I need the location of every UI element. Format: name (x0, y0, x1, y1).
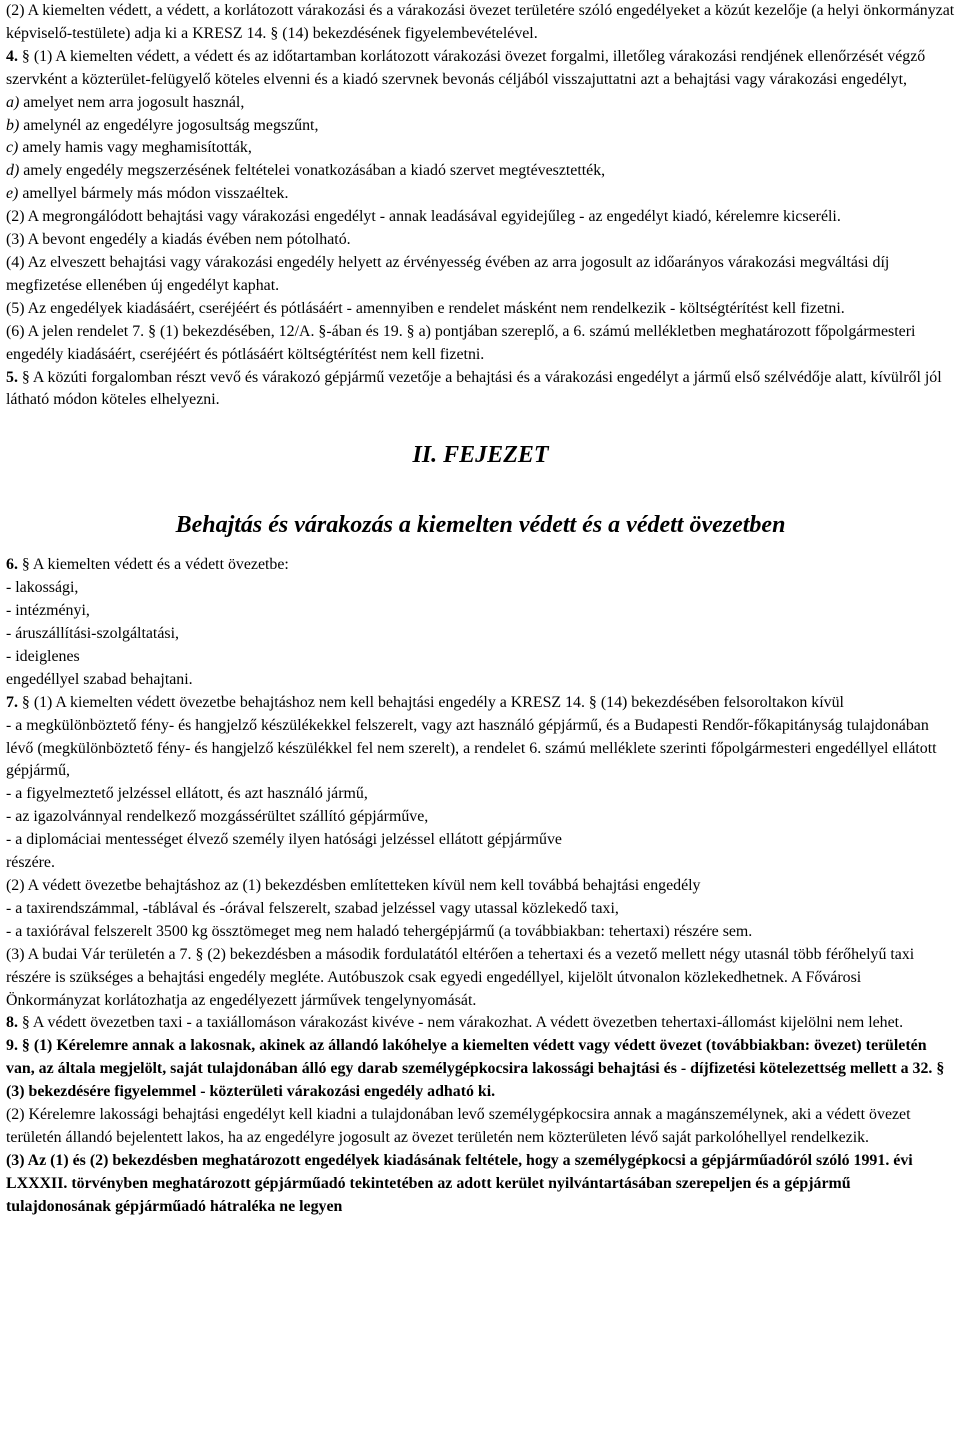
chapter-title: II. FEJEZET (412, 442, 549, 469)
paragraph (6, 321, 955, 367)
paragraph (6, 0, 955, 46)
paragraph (6, 623, 955, 646)
item-letter: e) (6, 185, 19, 203)
paragraph (6, 298, 955, 321)
section-number: 6. (6, 556, 18, 574)
paragraph (6, 829, 955, 852)
chapter-subtitle: Behajtás és várakozás a kiemelten védett és a védett övezetben (175, 512, 786, 539)
paragraph-text: § (1) Kérelemre annak a lakosnak, akinek az állandó lakóhelye a kiemelten védett vagy védett övezet (továbbiakban: övezet) területén van, az általa megjelölt, saját tulajdonában álló egy darab személygépkocsira lakossági behajtási és - díjfizetési kötelezettség mellett a 32. § (3) bekezdésére figyelemmel - közterületi várakozási engedély adható ki. (6, 1037, 945, 1101)
paragraph (6, 577, 955, 600)
paragraph-text: (2) A megrongálódott behajtási vagy várakozási engedélyt - annak leadásával egyidejűleg - az engedélyt kiadó, kérelemre kicseréli. (6, 208, 841, 226)
paragraph-text: (2) Kérelemre lakossági behajtási engedélyt kell kiadni a tulajdonában levő személygépkocsira annak a magánszemélynek, aki a védett övezet területén állandó bejelentett lakos, ha az engedélyre jogosult az övezet területén nem közterületen lévő saját parkolóhellyel rendelkezik. (6, 1106, 911, 1146)
paragraph (6, 875, 955, 898)
section-number: 7. (6, 693, 18, 711)
paragraph-text: - az igazolvánnyal rendelkező mozgássérültet szállító gépjárműve, (6, 808, 429, 826)
paragraph (6, 715, 955, 784)
paragraph-text: részére. (6, 854, 55, 872)
paragraph-text: - a taxiórával felszerelt 3500 kg össztömeget meg nem haladó tehergépjármű (a továbbiakban: tehertaxi) részére sem. (6, 922, 753, 940)
paragraph-text: - a megkülönböztető fény- és hangjelző készülékekkel felszerelt, vagy azt használó gépjármű, és a Budapesti Rendőr-főkapitányság tulajdonában lévő (megkülönböztető fény- és hangjelző készülékkel fel nem szerelt), a rendelet 6. számú melléklete szerinti főpolgármesteri engedéllyel ellátott gépjármű, (6, 716, 937, 780)
paragraph-text: engedéllyel szabad behajtani. (6, 670, 193, 688)
item-letter: b) (6, 116, 20, 134)
paragraph (6, 1104, 955, 1150)
paragraph-text: (2) A védett övezetbe behajtáshoz az (1) bekezdésben említetteken kívül nem kell továbbá behajtási engedély (6, 877, 701, 894)
paragraph-text: (4) Az elveszett behajtási vagy várakozási engedély helyett az érvényesség évében az arra jogosult az időarányos várakozási megváltási díj megfizetése ellenében új engedélyt kaphat. (6, 253, 890, 294)
paragraph-text: § (1) A kiemelten védett övezetbe behajtáshoz nem kell behajtási engedély a KRESZ 14. § (14) bekezdésében felsoroltakon kívül (17, 693, 844, 711)
paragraph (6, 367, 955, 413)
paragraph-text: - áruszállítási-szolgáltatási, (6, 625, 179, 643)
paragraph-text: § A közúti forgalomban részt vevő és várakozó gépjármű vezetője a behajtási és a várakozási engedélyt a jármű első szélvédője alatt, kívülről jól látható módon köteles elhelyezni. (6, 368, 942, 409)
paragraph-text: amelyet nem arra jogosult használ, (19, 93, 245, 111)
paragraph-text: § A kiemelten védett és a védett övezetbe: (17, 556, 289, 574)
section-number: 5. (6, 368, 18, 386)
paragraph-text: (3) Az (1) és (2) bekezdésben meghatározott engedélyek kiadásának feltétele, hogy a személygépkocsi a gépjárműadóról szóló 1991. évi LXXXII. törvényben meghatározott gépjárműadó tekintetében az adott kerület nyilvántartásában szerepeljen és a gépjármű tulajdonosának gépjárműadó hátraléka ne legyen (6, 1151, 913, 1215)
paragraph (6, 229, 955, 252)
paragraph (6, 898, 955, 921)
paragraph (6, 783, 955, 806)
paragraph (6, 160, 955, 183)
paragraph (6, 46, 955, 92)
paragraph (6, 852, 955, 875)
section-number: 4. (6, 47, 18, 65)
paragraph-text: (2) A kiemelten védett, a védett, a korlátozott várakozási és a várakozási övezet területére szóló engedélyeket a közút kezelője (a helyi önkormányzat képviselő-testülete) adja ki a KRESZ 14. § (14) bekezdésének figyelembevételével. (6, 2, 955, 42)
paragraph (6, 92, 955, 115)
paragraph-text: § A védett övezetben taxi - a taxiállomáson várakozást kivéve - nem várakozhat. A védett övezetben tehertaxi-állomást kijelölni nem lehet. (17, 1014, 904, 1032)
section-number: 9. (6, 1037, 18, 1055)
paragraph-text: (5) Az engedélyek kiadásáért, cseréjéért és pótlásáért - amennyiben e rendelet másként nem rendelkezik - költségtérítést kell fizetni. (6, 299, 845, 317)
section-bottom (6, 554, 955, 1218)
paragraph-text: - lakossági, (6, 579, 79, 597)
paragraph (6, 1035, 955, 1104)
paragraph-text: - ideiglenes (6, 647, 80, 665)
paragraph-text: (3) A bevont engedély a kiadás évében nem pótolható. (6, 231, 351, 249)
item-letter: c) (6, 139, 19, 157)
paragraph-text: - a taxirendszámmal, -táblával és -órával felszerelt, szabad jelzéssel vagy utassal közlekedő taxi, (6, 899, 619, 917)
paragraph (6, 921, 955, 944)
paragraph-text: (3) A budai Vár területén a 7. § (2) bekezdésben a második fordulatától eltérően a tehertaxi és a vezető mellett négy utasnál több férőhelyű taxi részére is szükséges a behajtási engedély megléte. Autóbuszok csak egyedi engedéllyel, kijelölt útvonalon közlekedhetnek. A Fővárosi Önkormányzat korlátozhatja az engedélyezett járművek tengelynyomását. (6, 945, 915, 1009)
paragraph-text: amellyel bármely más módon visszaéltek. (18, 185, 289, 203)
paragraph-text: - intézményi, (6, 602, 90, 620)
paragraph (6, 669, 955, 692)
paragraph (6, 944, 955, 1013)
paragraph-text: (6) A jelen rendelet 7. § (1) bekezdésében, 12/A. §-ában és 19. § a) pontjában szereplő, a 6. számú mellékletben meghatározott főpolgármesteri engedély kiadásáért, cseréjéért és pótlásáért költségtérítést nem kell fizetni. (6, 322, 916, 363)
paragraph (6, 1012, 955, 1035)
section-number: 8. (6, 1014, 18, 1032)
paragraph-text: amely hamis vagy meghamisították, (18, 139, 252, 157)
paragraph (6, 206, 955, 229)
paragraph (6, 137, 955, 160)
paragraph (6, 1150, 955, 1219)
paragraph (6, 806, 955, 829)
paragraph-text: - a figyelmeztető jelzéssel ellátott, és azt használó jármű, (6, 785, 368, 803)
paragraph-text: amelynél az engedélyre jogosultság megszűnt, (19, 116, 319, 134)
section-top (6, 0, 955, 412)
item-letter: d) (6, 162, 20, 180)
paragraph-text: amely engedély megszerzésének feltételei vonatkozásában a kiadó szervet megtévesztették, (19, 162, 606, 180)
paragraph-text: - a diplomáciai mentességet élvező személy ilyen hatósági jelzéssel ellátott gépjárműve (6, 831, 562, 849)
paragraph (6, 646, 955, 669)
paragraph-text: § (1) A kiemelten védett, a védett és az időtartamban korlátozott várakozási övezet forgalmi, illetőleg várakozási rendjének ellenőrzését végző szervként a közterület-felügyelő köteles elvenni és a kiadó szervnek bevonás céljából visszajuttatni azt a behajtási vagy várakozási engedélyt, (6, 47, 926, 88)
paragraph (6, 252, 955, 298)
paragraph (6, 554, 955, 577)
item-letter: a) (6, 93, 20, 111)
paragraph (6, 600, 955, 623)
paragraph (6, 115, 955, 138)
paragraph (6, 183, 955, 206)
paragraph (6, 692, 955, 715)
